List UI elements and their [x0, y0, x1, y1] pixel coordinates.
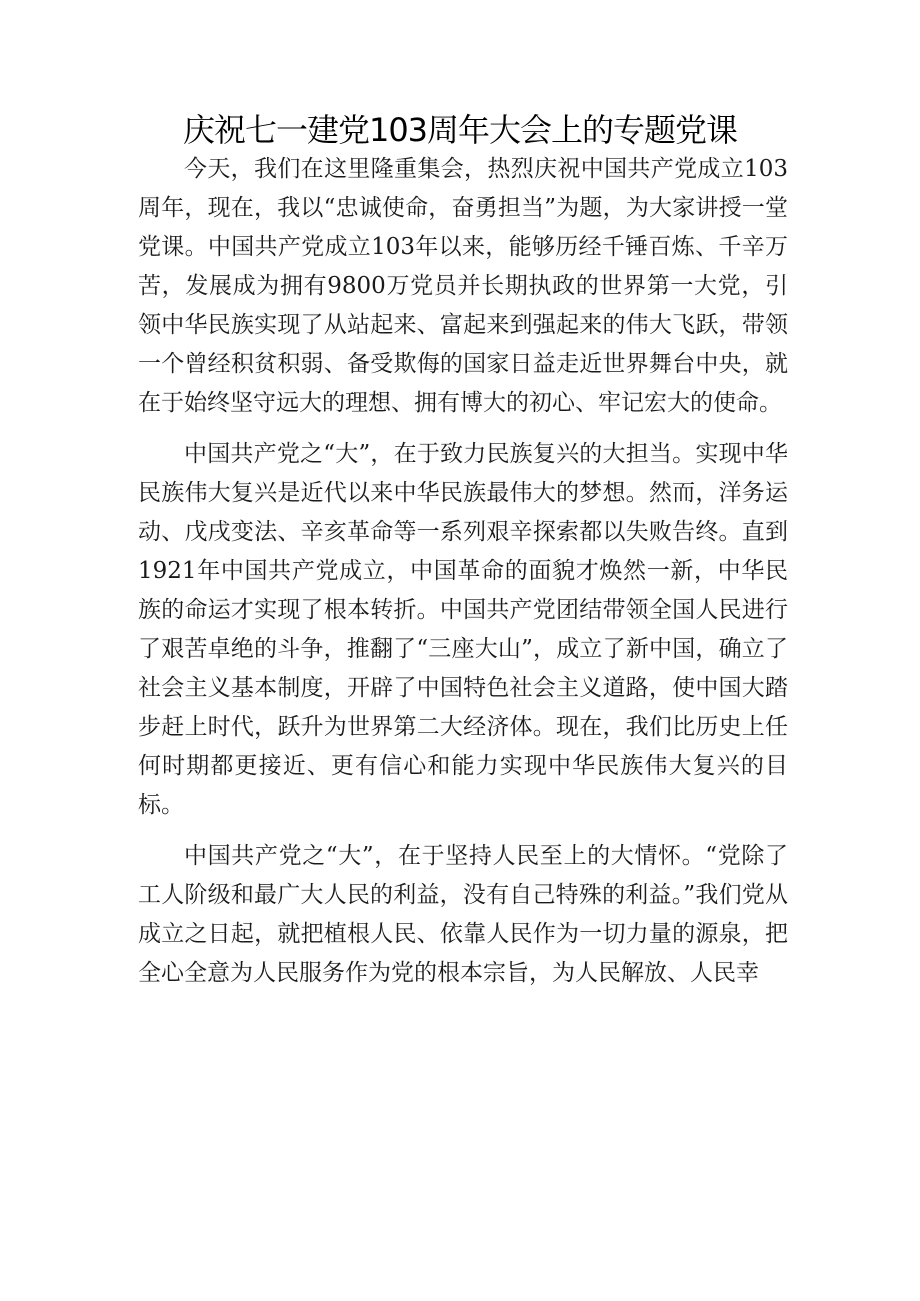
paragraph-1: 今天，我们在这里隆重集会，热烈庆祝中国共产党成立103周年，现在，我以“忠诚使命，奋勇担当”为题，为大家讲授一堂党课。中国共产党成立103年以来，能够历经千锤百炼、千辛万苦，发展成为拥有9800万党员并长期执政的世界第一大党，引领中华民族实现了从站起来、富起来到强起来的伟大飞跃，带领一个曾经积贫积弱、备受欺侮的国家日益走近世界舞台中央，就在于始终坚守远大的理想、拥有博大的初心、牢记宏大的使命。	[138, 156, 788, 416]
paragraph-2: 中国共产党之“大”，在于致力民族复兴的大担当。实现中华民族伟大复兴是近代以来中华民族最伟大的梦想。然而，洋务运动、戊戌变法、辛亥革命等一系列艰辛探索都以失败告终。直到1921年中国共产党成立，中国革命的面貌才焕然一新，中华民族的命运才实现了根本转折。中国共产党团结带领全国人民进行了艰苦卓绝的斗争，推翻了“三座大山”，成立了新中国，确立了社会主义基本制度，开辟了中国特色社会主义道路，使中国大踏步赶上时代，跃升为世界第二大经济体。现在，我们比历史上任何时期都更接近、更有信心和能力实现中华民族伟大复兴的目标。	[138, 441, 788, 818]
paragraph-3: 中国共产党之“大”，在于坚持人民至上的大情怀。“党除了工人阶级和最广大人民的利益，没有自己特殊的利益。”我们党从成立之日起，就把植根人民、依靠人民作为一切力量的源泉，把全心全意为人民服务作为党的根本宗旨，为人民解放、人民幸	[138, 843, 788, 986]
document-title: 庆祝七一建党103周年大会上的专题党课	[182, 111, 738, 149]
document-body	[138, 150, 788, 993]
